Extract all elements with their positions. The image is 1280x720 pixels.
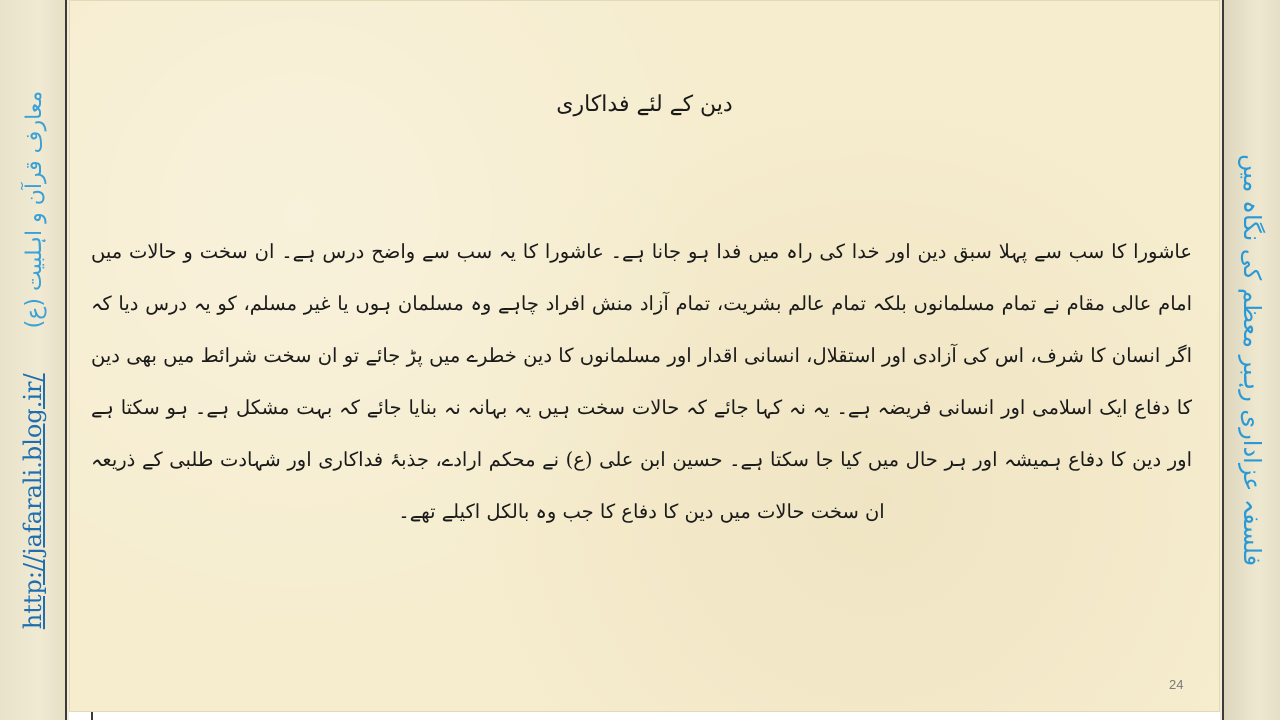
blog-url-link[interactable]: http://jafarali.blog.ir/ <box>18 373 47 630</box>
right-banner-label: فلسفہ عزاداری رہبر معظم کی نگاہ میں <box>1238 153 1266 567</box>
bottom-divider <box>91 712 93 720</box>
left-banner <box>0 0 67 720</box>
bottom-strip <box>69 712 1220 720</box>
right-banner <box>1222 0 1280 720</box>
slide-paragraph: عاشورا کا سب سے پہلا سبق دین اور خدا کی راہ میں فدا ہو جانا ہے۔ عاشورا کا یہ سب سے واضح درس ہے۔ ان سخت و حالات میں امام عالی مقام نے تمام مسلمانوں بلکہ تمام عالم بشریت، تمام آزاد منش افراد چاہے وہ مسلمان ہوں یا غیر مسلم، کو یہ درس دیا کہ اگر انسان کا شرف، اس کی آزادی اور استقلال، انسانی اقدار اور مسلمانوں کا دین خطرے میں پڑ جائے تو ان سخت شرائط میں بھی دین کا دفاع ایک اسلامی اور انسانی فریضہ ہے۔ یہ نہ کہا جائے کہ حالات سخت ہیں یہ بہانہ نہ بنایا جائے کہ بہت مشکل ہے۔ ہو سکتا ہے اور دین کا دفاع ہمیشہ اور ہر حال میں کیا جا سکتا ہے۔ حسین ابن علی (ع) نے محکم ارادے، جذبۂ فداکاری اور شہادت طلبی کے ذریعہ ان سخت حالات میں دین کا دفاع کا جب وہ بالکل اکیلے تھے۔ <box>91 240 1192 523</box>
left-banner-text <box>19 91 47 629</box>
slide-title: دین کے لئے فداکاری <box>556 92 733 117</box>
page-number: 24 <box>1169 677 1184 692</box>
left-banner-label: معارف قرآن و اہلبیت (ع) <box>21 90 47 329</box>
slide <box>69 0 1220 712</box>
slide-body <box>91 226 1192 538</box>
